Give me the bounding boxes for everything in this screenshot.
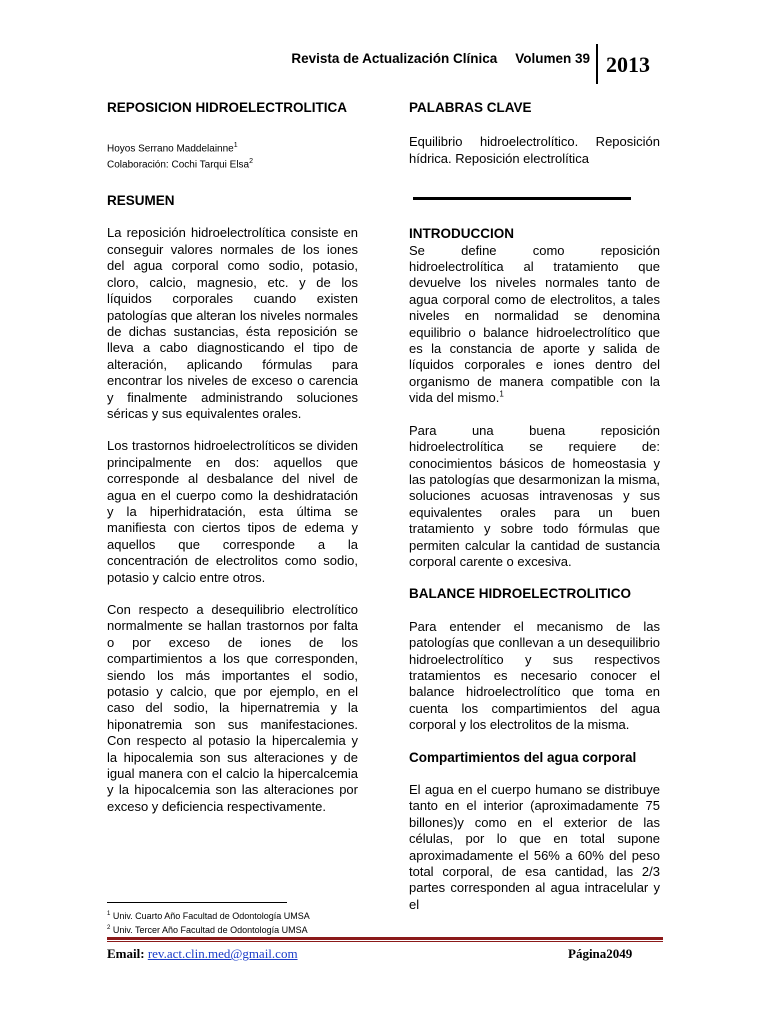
header-divider — [596, 44, 598, 84]
balance-heading: BALANCE HIDROELECTROLITICO — [409, 586, 631, 602]
section-rule — [413, 197, 631, 200]
intro-paragraph-2: Para una buena reposición hidroelectrolítica se requiere de: conocimientos básicos de homeostasia y las patologías que desarmonizan la misma, soluciones acuosas intravenosas y sus equivalentes orales para un buen tratamiento y sobre todo fórmulas que permiten calcular la cantidad de sustancia corporal carente o excesiva. — [409, 422, 660, 569]
page-number: Página2049 — [568, 946, 633, 961]
footnote-1: $^1$ Univ. Cuarto Año Facultad de Odontología UMSA — [107, 911, 310, 921]
right-column — [409, 100, 660, 913]
year-label: 2013 — [606, 52, 650, 77]
email-link[interactable]: rev.act.clin.med@gmail.com — [147, 946, 298, 961]
left-column — [107, 100, 358, 815]
resumen-paragraph-3: Con respecto a desequilibrio electrolítico normalmente se hallan trastornos por falta o por exceso de iones de los compartimientos a los que corresponden, siendo los más importantes el sodio, potasio y calcio, que por ejemplo, en el caso del sodio, la hipernatremia y la hiponatremia son sus manifestaciones. Con respecto al potasio la hipercalemia y la hipocalemia son sus alteraciones y de igual manera con el calcio la hipercalcemia y la hipocalcemia son las alteraciones por exceso y deficiencia respectivamente. — [107, 602, 358, 814]
authors — [107, 140, 358, 172]
footnotes — [107, 909, 310, 936]
author-primary: Hoyos Serrano Maddelainne$^1$ — [107, 142, 238, 155]
resumen-paragraph-1: La reposición hidroelectrolítica consiste en conseguir valores normales de los iones del agua corporal como sodio, potasio, cloro, calcio, magnesio, etc. y de los líquidos corporales cuando existen patologías que alteran los niveles normales de dichas sustancias, ésta reposición se lleva a cabo diagnosticando el tipo de alteración, aplicando fórmulas para encontrar los niveles de exceso o carencia y finalmente administrando soluciones séricas y sus equivalentes orales. — [107, 225, 358, 421]
volume-label: Volumen 39 — [515, 51, 590, 66]
running-header — [291, 51, 590, 66]
footnote-2: $^2$ Univ. Tercer Año Facultad de Odontología UMSA — [107, 924, 308, 935]
keywords-text: Equilibrio hidroelectrolítico. Reposición hídrica. Reposición electrolítica — [409, 134, 660, 166]
resumen-heading: RESUMEN — [107, 193, 175, 209]
journal-name: Revista de Actualización Clínica — [291, 51, 498, 66]
footer-rule-thick — [107, 937, 663, 940]
footnote-rule — [107, 902, 287, 903]
email-label: Email: — [107, 946, 148, 961]
article-title: REPOSICION HIDROELECTROLITICA — [107, 100, 348, 115]
keywords-heading: PALABRAS CLAVE — [409, 100, 532, 115]
compartments-paragraph: El agua en el cuerpo humano se distribuye tanto en el interior (aproximadamente 75 billones)y como en el exterior de las células, por lo que en total supone aproximadamente el 56% a 60% del peso total corporal, de esa cantidad, las 2/3 partes corresponden al agua intracelular y el — [409, 782, 660, 912]
footer-email — [107, 946, 298, 962]
intro-paragraph-1: Se define como reposición hidroelectrolítica al tratamiento que devuelve los niveles normales tanto de agua corporal como de electrolitos, a tales niveles en normalidad se denomina equilibrio o balance hidroelectrolítico que es la constancia de aporte y salida de líquidos corporales e iones dentro del organismo de manera compatible con la vida del mismo.$^1$ — [409, 242, 660, 406]
balance-paragraph: Para entender el mecanismo de las patologías que conllevan a un desequilibrio hidroelectrolítico y sus respectivos tratamientos es necesario conocer el balance hidroelectrolítico que toma en cuenta los compartimientos del agua corporal y los electrolitos de la misma. — [409, 618, 660, 733]
compartments-heading: Compartimientos del agua corporal — [409, 749, 637, 765]
footer-rule-thin — [107, 941, 663, 942]
intro-heading: INTRODUCCION — [409, 226, 514, 242]
resumen-paragraph-2: Los trastornos hidroelectrolíticos se dividen principalmente en dos: aquellos que corresponde al desbalance del nivel de agua en el cuerpo como la deshidratación y la hiperhidratación, esta última se manifiesta con ciertos tipos de edema y aquellos que corresponde a la concentración de electrolitos como sodio, potasio y calcio entre otros. — [107, 438, 358, 585]
author-collaborator: Colaboración: Cochi Tarqui Elsa$^2$ — [107, 158, 254, 171]
